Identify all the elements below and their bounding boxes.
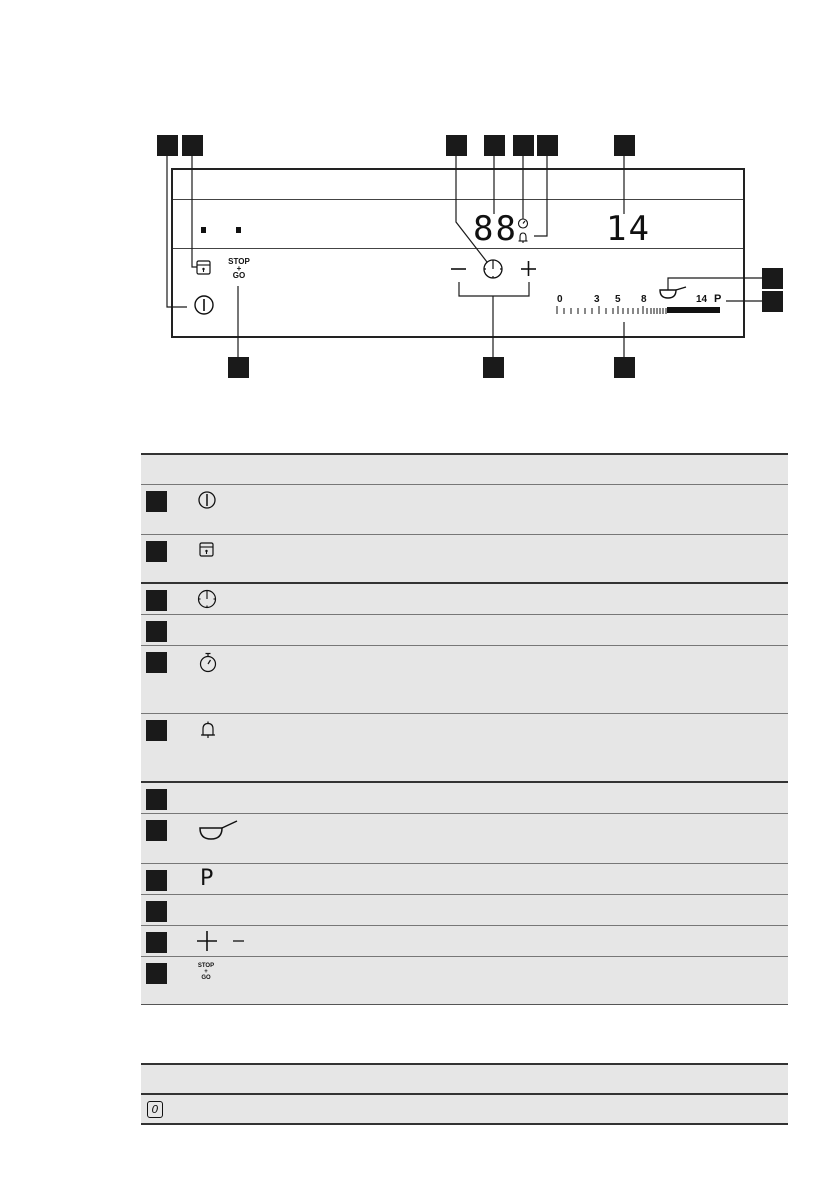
table-header-row: [141, 453, 788, 484]
plus-button[interactable]: [521, 261, 537, 277]
row-number-marker: [146, 652, 167, 673]
callout-marker-11: [483, 357, 504, 378]
stop-go-button[interactable]: [226, 258, 252, 279]
scale-number-8: 8: [641, 294, 647, 305]
row-number-marker: [146, 541, 167, 562]
timer-display: 88: [473, 209, 518, 249]
power-icon: [197, 490, 217, 510]
table-row: [141, 614, 788, 645]
table-header-row: [141, 1063, 788, 1093]
timer-clock-icon: [197, 589, 217, 609]
row-number-marker: [146, 870, 167, 891]
heat-level-display-icon: [147, 1101, 163, 1118]
callout-marker-8: [762, 268, 783, 289]
table-row: [141, 956, 788, 1005]
child-lock-icon: [199, 542, 215, 558]
row-number-marker: [146, 932, 167, 953]
row-number-marker: [146, 590, 167, 611]
scale-number-0: 0: [557, 294, 563, 305]
callout-marker-4: [484, 135, 505, 156]
row-number-marker: [146, 820, 167, 841]
stop-go-line-2: +: [236, 264, 242, 273]
plus-icon: [197, 931, 217, 951]
row-number-marker: [146, 963, 167, 984]
p-icon: P: [200, 866, 214, 891]
table-row: [141, 863, 788, 894]
stop-go-icon-line-3: GO: [201, 975, 211, 981]
scale-number-5: 5: [615, 294, 621, 305]
callout-marker-9: [762, 291, 783, 312]
row-number-marker: [146, 621, 167, 642]
callout-marker-5: [513, 135, 534, 156]
panel-divider-top: [173, 199, 743, 200]
stopwatch-indicator-icon: [517, 216, 529, 229]
table-row: [141, 645, 788, 713]
callout-marker-1: [157, 135, 178, 156]
scale-booster-p: P: [714, 293, 722, 305]
pan-icon: [659, 287, 687, 301]
row-number-marker: [146, 789, 167, 810]
indicator-dot-right: [236, 227, 241, 233]
bell-indicator-icon: [517, 231, 529, 244]
pan-icon: [199, 819, 239, 841]
heat-level-display: 14: [606, 209, 651, 249]
indicator-dot-left: [201, 227, 206, 233]
bell-icon: [199, 721, 217, 741]
stop-go-line-3: GO: [232, 271, 246, 280]
callout-marker-2: [182, 135, 203, 156]
scale-number-14: 14: [696, 294, 708, 305]
table-row: [141, 713, 788, 781]
table-row: [141, 1093, 788, 1124]
stop-go-icon-line-2: +: [204, 969, 208, 975]
table-row: [141, 781, 788, 813]
callout-marker-12: [228, 357, 249, 378]
table-bottom-border: [141, 1123, 788, 1125]
power-button[interactable]: [193, 294, 215, 316]
stop-go-icon: [195, 963, 217, 981]
table-row: [141, 925, 788, 956]
stopwatch-icon: [198, 652, 218, 674]
timer-clock-button[interactable]: [482, 258, 504, 280]
heat-level-display-value: 0: [151, 1103, 159, 1116]
panel-divider-middle: [173, 248, 743, 249]
table-row: [141, 813, 788, 863]
row-number-marker: [146, 901, 167, 922]
scale-number-3: 3: [594, 294, 600, 305]
callout-marker-3: [446, 135, 467, 156]
callout-marker-10: [614, 357, 635, 378]
row-number-marker: [146, 720, 167, 741]
child-lock-button[interactable]: [196, 260, 212, 276]
table-row: [141, 582, 788, 614]
stop-go-icon-line-1: STOP: [197, 963, 215, 969]
callout-marker-7: [614, 135, 635, 156]
heat-level-slider[interactable]: [553, 306, 723, 318]
row-number-marker: [146, 491, 167, 512]
stop-go-line-1: STOP: [228, 257, 250, 266]
callout-marker-6: [537, 135, 558, 156]
table-row: [141, 894, 788, 925]
table-row: [141, 484, 788, 534]
table-bottom-border: [141, 1004, 788, 1005]
minus-button[interactable]: [451, 268, 467, 272]
table-row: [141, 534, 788, 582]
minus-icon: [233, 940, 245, 944]
